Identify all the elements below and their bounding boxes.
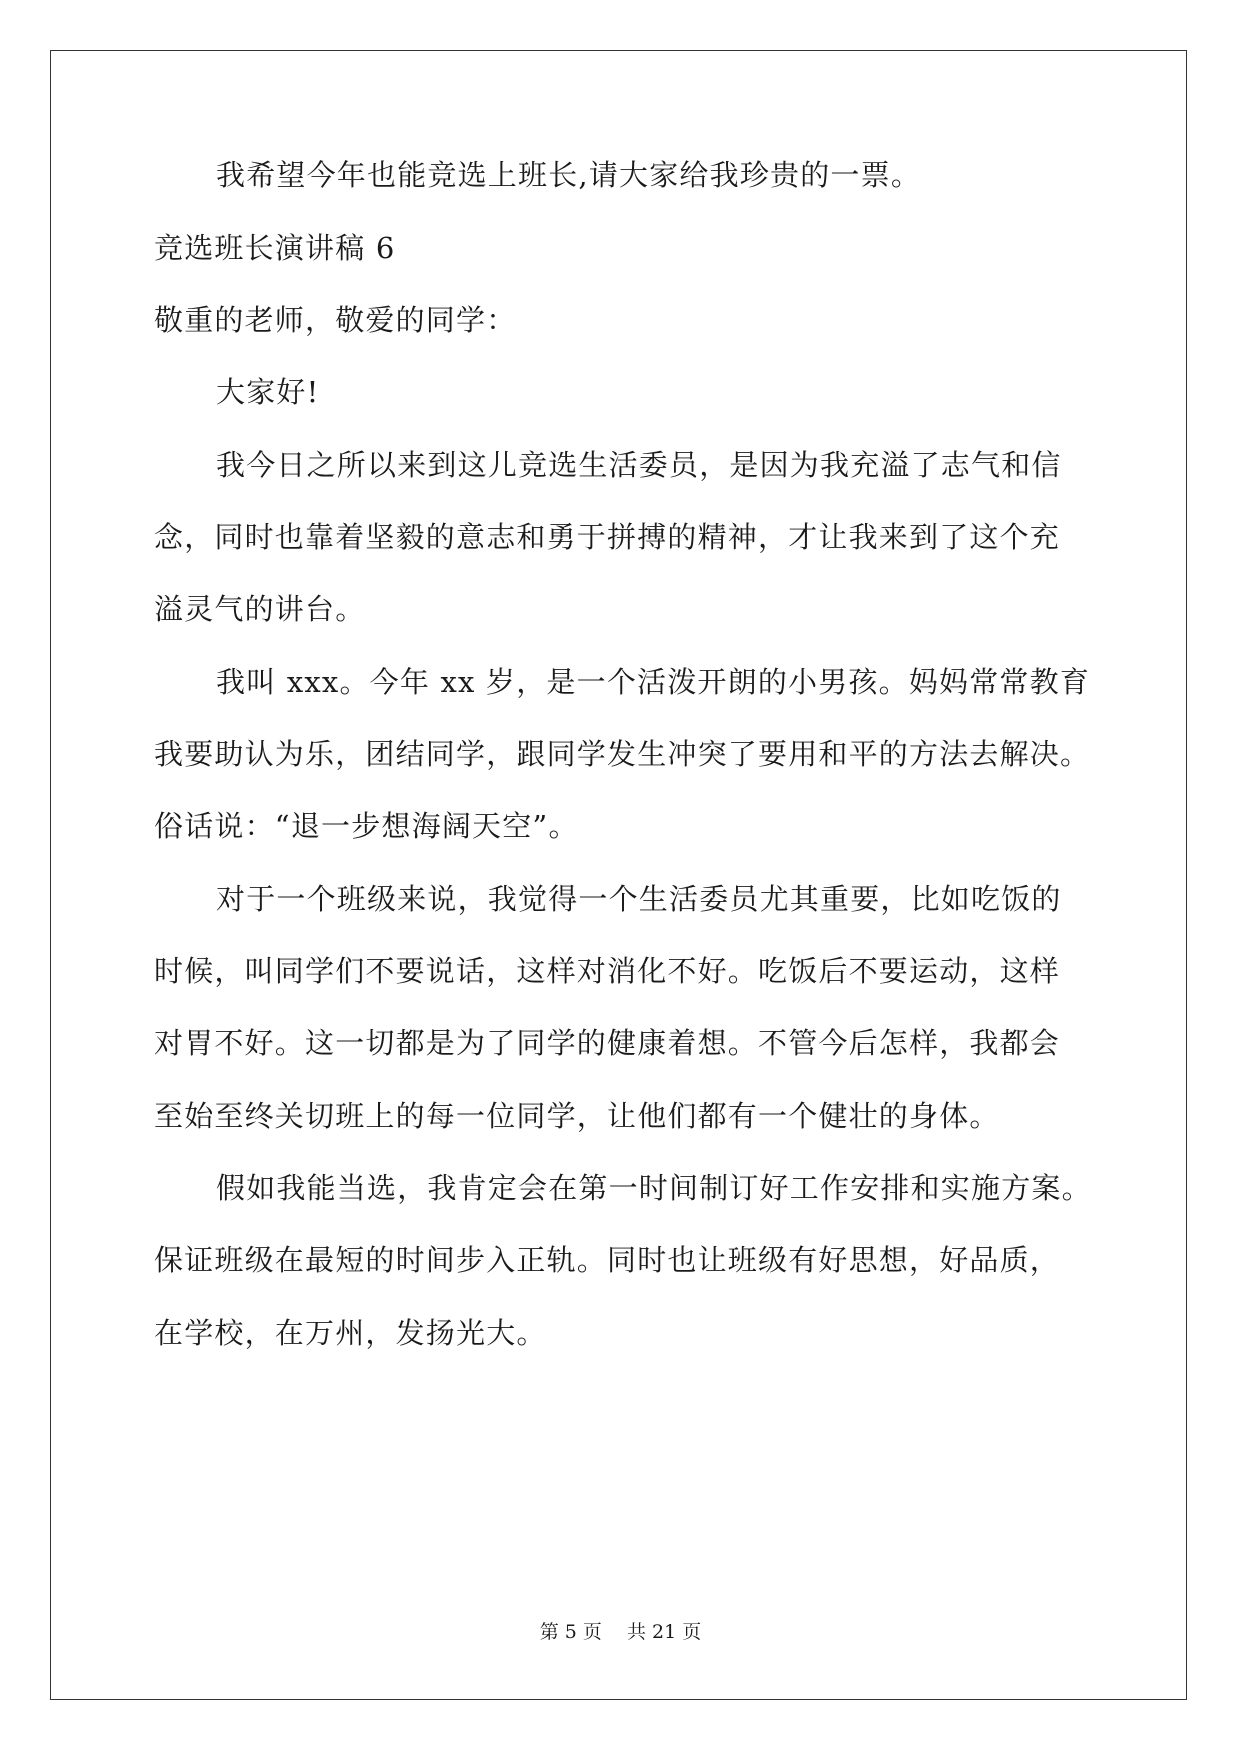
greeting: 大家好! <box>216 375 320 409</box>
paragraph-line: 时候，叫同学们不要说话，这样对消化不好。吃饭后不要运动，这样 <box>154 954 1061 988</box>
paragraph-line: 溢灵气的讲台。 <box>154 592 366 626</box>
page-number-footer: 第 5 页 共 21 页 <box>539 1621 702 1643</box>
paragraph-line: 我要助认为乐，团结同学，跟同学发生冲突了要用和平的方法去解决。 <box>154 737 1091 771</box>
paragraph-line: 在学校，在万州，发扬光大。 <box>154 1316 547 1350</box>
paragraph-line: 我希望今年也能竞选上班长,请大家给我珍贵的一票。 <box>216 158 922 192</box>
paragraph-line: 念，同时也靠着坚毅的意志和勇于拼搏的精神，才让我来到了这个充 <box>154 520 1061 554</box>
paragraph-line: 至始至终关切班上的每一位同学，让他们都有一个健壮的身体。 <box>154 1099 1000 1133</box>
paragraph-line: 俗话说：“退一步想海阔天空”。 <box>154 809 579 843</box>
paragraph-line: 我叫 xxx。今年 xx 岁，是一个活泼开朗的小男孩。妈妈常常教育 <box>216 665 1091 699</box>
paragraph-line: 我今日之所以来到这儿竞选生活委员，是因为我充溢了志气和信 <box>216 448 1062 482</box>
paragraph-line: 对于一个班级来说，我觉得一个生活委员尤其重要，比如吃饭的 <box>216 882 1062 916</box>
salutation: 敬重的老师，敬爱的同学： <box>154 303 517 337</box>
paragraph-line: 保证班级在最短的时间步入正轨。同时也让班级有好思想，好品质， <box>154 1243 1061 1277</box>
section-heading: 竞选班长演讲稿 6 <box>154 231 396 265</box>
paragraph-line: 对胃不好。这一切都是为了同学的健康着想。不管今后怎样，我都会 <box>154 1026 1061 1060</box>
page-border <box>50 50 1187 1700</box>
paragraph-line: 假如我能当选，我肯定会在第一时间制订好工作安排和实施方案。 <box>216 1171 1092 1205</box>
